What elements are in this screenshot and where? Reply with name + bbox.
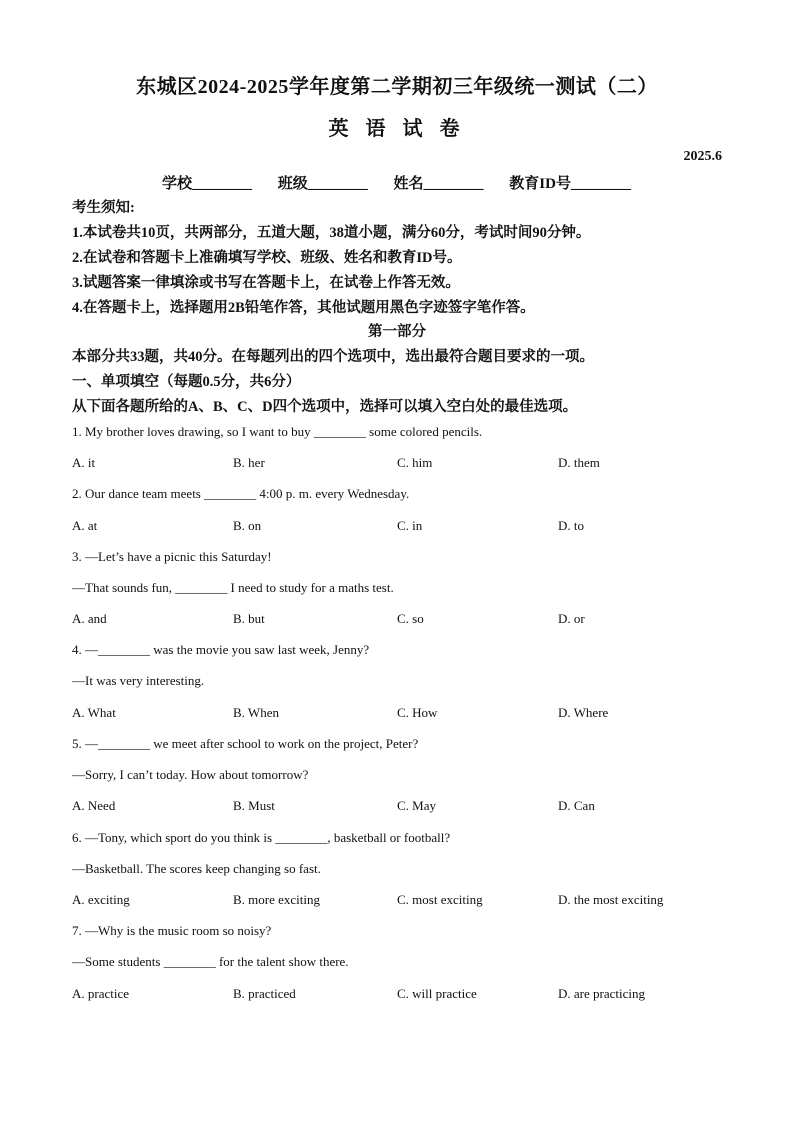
education-id-field: 教育ID号________ — [509, 176, 631, 192]
section-instruction: 从下面各题所给的A、B、C、D四个选项中，选择可以填入空白处的最佳选项。 — [72, 399, 578, 415]
exam-title: 东城区2024-2025学年度第二学期初三年级统一测试（二） — [136, 76, 658, 98]
option-b: B. Must — [233, 798, 275, 813]
option-c: C. in — [397, 518, 423, 533]
notice-item: 2.在试卷和答题卡上准确填写学校、班级、姓名和教育ID号。 — [72, 250, 462, 266]
exam-date: 2025.6 — [683, 149, 722, 164]
option-d: D. are practicing — [558, 986, 645, 1001]
question-dialogue-line: —Sorry, I can’t today. How about tomorrow? — [72, 767, 309, 782]
option-d: D. Can — [558, 798, 595, 813]
option-c: C. him — [397, 455, 433, 470]
option-d: D. or — [558, 611, 585, 626]
question-stem: 5. —________ we meet after school to work on the project, Peter? — [72, 736, 419, 751]
name-field: 姓名________ — [393, 176, 484, 192]
option-a: A. What — [72, 705, 116, 720]
student-info-row — [162, 172, 653, 193]
option-d: D. the most exciting — [558, 892, 664, 907]
option-b: B. on — [233, 518, 262, 533]
option-a: A. it — [72, 455, 96, 470]
school-field: 学校________ — [162, 176, 253, 192]
question-stem: 6. —Tony, which sport do you think is ________, basketball or football? — [72, 830, 451, 845]
option-b: B. more exciting — [233, 892, 321, 907]
notice-item: 4.在答题卡上，选择题用2B铅笔作答，其他试题用黑色字迹签字笔作答。 — [72, 300, 535, 316]
exam-subtitle: 英 语 试 卷 — [328, 118, 466, 140]
part-title: 第一部分 — [368, 324, 426, 340]
question-dialogue-line: —Some students ________ for the talent show there. — [72, 954, 349, 969]
section-title: 一、单项填空（每题0.5分，共6分） — [72, 374, 301, 390]
question-stem: 7. —Why is the music room so noisy? — [72, 923, 272, 938]
option-a: A. Need — [72, 798, 116, 813]
option-b: B. practiced — [233, 986, 296, 1001]
option-b: B. her — [233, 455, 265, 470]
class-field: 班级________ — [277, 176, 368, 192]
question-dialogue-line: —It was very interesting. — [72, 673, 205, 688]
notice-item: 3.试题答案一律填涂或书写在答题卡上，在试卷上作答无效。 — [72, 275, 460, 291]
option-d: D. Where — [558, 705, 609, 720]
option-a: A. practice — [72, 986, 130, 1001]
option-c: C. How — [397, 705, 438, 720]
option-a: A. exciting — [72, 892, 130, 907]
option-a: A. at — [72, 518, 98, 533]
option-c: C. so — [397, 611, 424, 626]
option-c: C. will practice — [397, 986, 477, 1001]
notice-item: 1.本试卷共10页，共两部分，五道大题，38道小题，满分60分，考试时间90分钟。 — [72, 225, 591, 241]
option-c: C. most exciting — [397, 892, 483, 907]
question-stem: 2. Our dance team meets ________ 4:00 p. m. every Wednesday. — [72, 486, 410, 501]
question-stem: 1. My brother loves drawing, so I want to buy ________ some colored pencils. — [72, 424, 483, 439]
part-description: 本部分共33题，共40分。在每题列出的四个选项中，选出最符合题目要求的一项。 — [72, 349, 594, 365]
question-dialogue-line: —That sounds fun, ________ I need to study for a maths test. — [72, 580, 394, 595]
option-d: D. to — [558, 518, 584, 533]
option-b: B. When — [233, 705, 279, 720]
question-stem: 4. —________ was the movie you saw last week, Jenny? — [72, 642, 370, 657]
question-stem: 3. —Let’s have a picnic this Saturday! — [72, 549, 272, 564]
option-b: B. but — [233, 611, 265, 626]
question-dialogue-line: —Basketball. The scores keep changing so fast. — [72, 861, 321, 876]
notice-heading: 考生须知: — [72, 200, 135, 216]
option-d: D. them — [558, 455, 600, 470]
option-a: A. and — [72, 611, 107, 626]
option-c: C. May — [397, 798, 436, 813]
